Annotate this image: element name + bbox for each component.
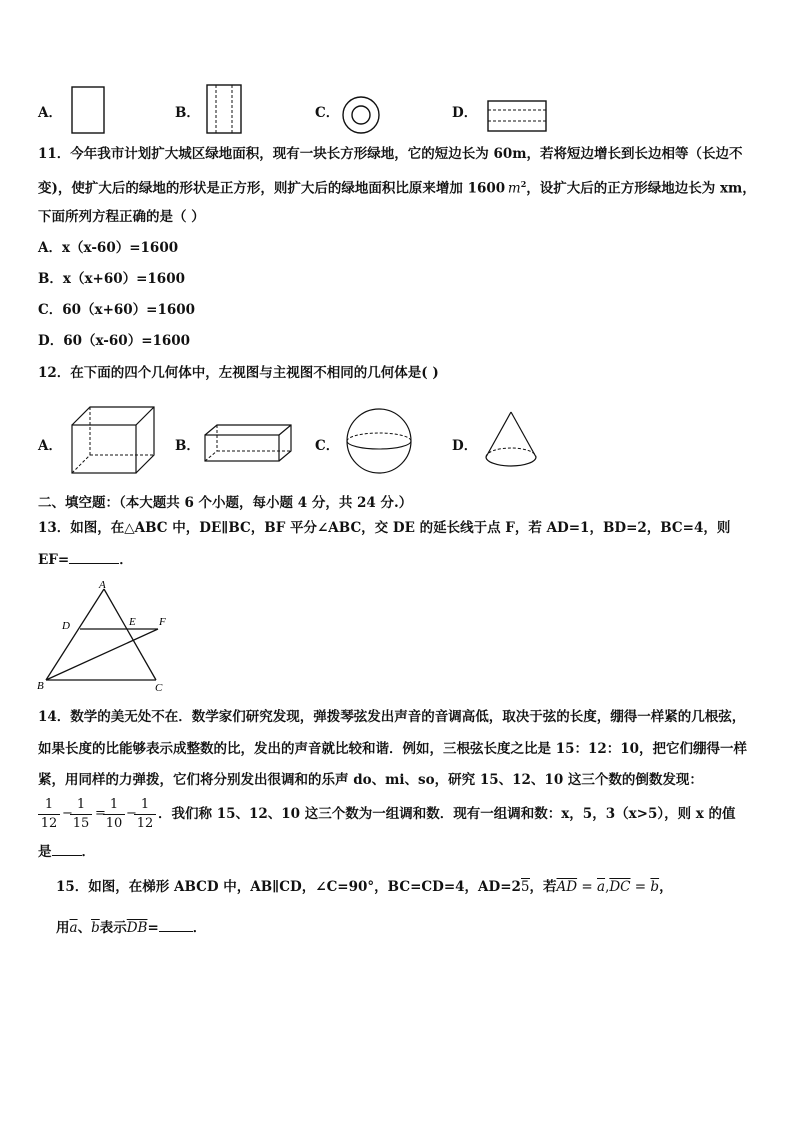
q14-stem-line5: 是 ． [38, 844, 95, 860]
q14-stem-line2: 如果长度的比能够表示成整数的比，发出的声音就比较和谐．例如，三根弦长度之比是 15：12：10，把它们绷得一样 [38, 741, 748, 757]
q13-label-c: C [155, 682, 163, 694]
q12-option-d-cone [484, 410, 540, 470]
q14-stem-line4: ．我们称 15、12、10 这三个数为一组调和数．现有一组调和数：x，5，3（x>5），则 x 的值 [158, 806, 736, 822]
q14-frac1: $\frac{1}{12}$ [38, 797, 60, 831]
q10-option-c-figure [341, 95, 383, 137]
q15-vector-dc: $\overline{DC}$ [609, 879, 631, 895]
section-2-heading: 二、填空题：（本大题共 6 个小题，每小题 4 分，共 24 分.） [38, 495, 413, 511]
q11-option-b: B．x（x+60）=1600 [38, 271, 185, 287]
q11-stem-line2: 变)，使扩大后的绿地的形状是正方形，则扩大后的绿地面积比原来增加 1600 $m^2$，设扩大后的正方形绿地边长为 xm， [38, 179, 756, 197]
q11-unit: m [507, 180, 521, 197]
q10-option-d-label: D． [452, 105, 478, 121]
q12-option-a-label: A． [38, 438, 62, 454]
q14-frac4: $\frac{1}{12}$ [134, 797, 156, 831]
q10-option-b-figure [205, 83, 245, 137]
q10-option-b-label: B． [175, 105, 200, 121]
q13-label-f: F [159, 616, 166, 628]
q11-stem-line3: 下面所列方程正确的是（ ） [38, 209, 205, 225]
q11-option-a: A．x（x-60）=1600 [38, 240, 179, 256]
q10-option-a-figure [70, 85, 106, 137]
q12-option-a-cube [70, 405, 160, 477]
q15-vector-db: $\overline{DB}$ [126, 920, 148, 936]
q14-frac3: $\frac{1}{10}$ [103, 797, 125, 831]
q10-option-c-label: C． [315, 105, 340, 121]
q15-vector-a: $\overline{a}$ [597, 879, 606, 895]
q11-stem-line1: 11．今年我市计划扩大城区绿地面积，现有一块长方形绿地，它的短边长为 60m，若将短边增长到长边相等（长边不 [38, 146, 743, 162]
q12-option-c-sphere [346, 408, 416, 478]
q15-stem-line1: 15．如图，在梯形 ABCD 中，AB∥CD，∠C=90°，BC=CD=4，AD=25，若$\overline{AD} = \overline{a},\overline{DC} = \overline{b}$， [56, 879, 673, 895]
q14-minus2: − [126, 806, 137, 821]
q12-option-c-label: C． [315, 438, 340, 454]
q14-stem-line3: 紧，用同样的力弹拨，它们将分别发出很调和的乐声 do、mi、so，研究 15、12、10 这三个数的倒数发现： [38, 772, 703, 788]
q13-stem-line1: 13．如图，在△ABC 中，DE∥BC，BF 平分∠ABC，交 DE 的延长线于点 F，若 AD=1，BD=2，BC=4，则 [38, 520, 731, 536]
q15-vector-b-2: $\overline{b}$ [91, 920, 100, 936]
q14-minus1: − [62, 806, 73, 821]
q13-label-d: D [62, 620, 70, 632]
q13-label-e: E [129, 616, 136, 628]
q12-option-d-label: D． [452, 438, 478, 454]
q13-triangle-figure [36, 578, 176, 696]
q12-option-b-cuboid [203, 423, 295, 465]
q14-frac2: $\frac{1}{15}$ [70, 797, 92, 831]
q14-stem-line1: 14．数学的美无处不在．数学家们研究发现，弹拨琴弦发出声音的音调高低，取决于弦的长度，绷得一样紧的几根弦， [38, 709, 746, 725]
q15-answer-blank [159, 931, 193, 932]
q12-stem: 12．在下面的四个几何体中，左视图与主视图不相同的几何体是( ) [38, 365, 439, 381]
q10-option-d-figure [486, 99, 550, 135]
q13-label-a: A [99, 579, 106, 591]
q11-option-c: C．60（x+60）=1600 [38, 302, 196, 318]
q14-answer-blank [52, 855, 82, 856]
q15-vector-a-2: $\overline{a}$ [69, 920, 78, 936]
q13-stem-line2: EF= ． [38, 552, 133, 568]
q15-vector-b: $\overline{b}$ [650, 879, 660, 895]
q10-option-a-label: A． [38, 105, 62, 121]
q15-vector-ad: $\overline{AD}$ [556, 879, 578, 895]
q12-option-b-label: B． [175, 438, 200, 454]
q13-label-b: B [37, 680, 44, 692]
q15-sqrt: 5 [520, 879, 530, 895]
q13-answer-blank [69, 563, 119, 564]
q11-unit-sup: 2 [520, 179, 527, 189]
q15-stem-line2: 用$\overline{a}$、$\overline{b}$表示$\overline{DB}=$ ． [56, 920, 207, 936]
q14-equals: = [95, 806, 106, 821]
q11-option-d: D．60（x-60）=1600 [38, 333, 191, 349]
